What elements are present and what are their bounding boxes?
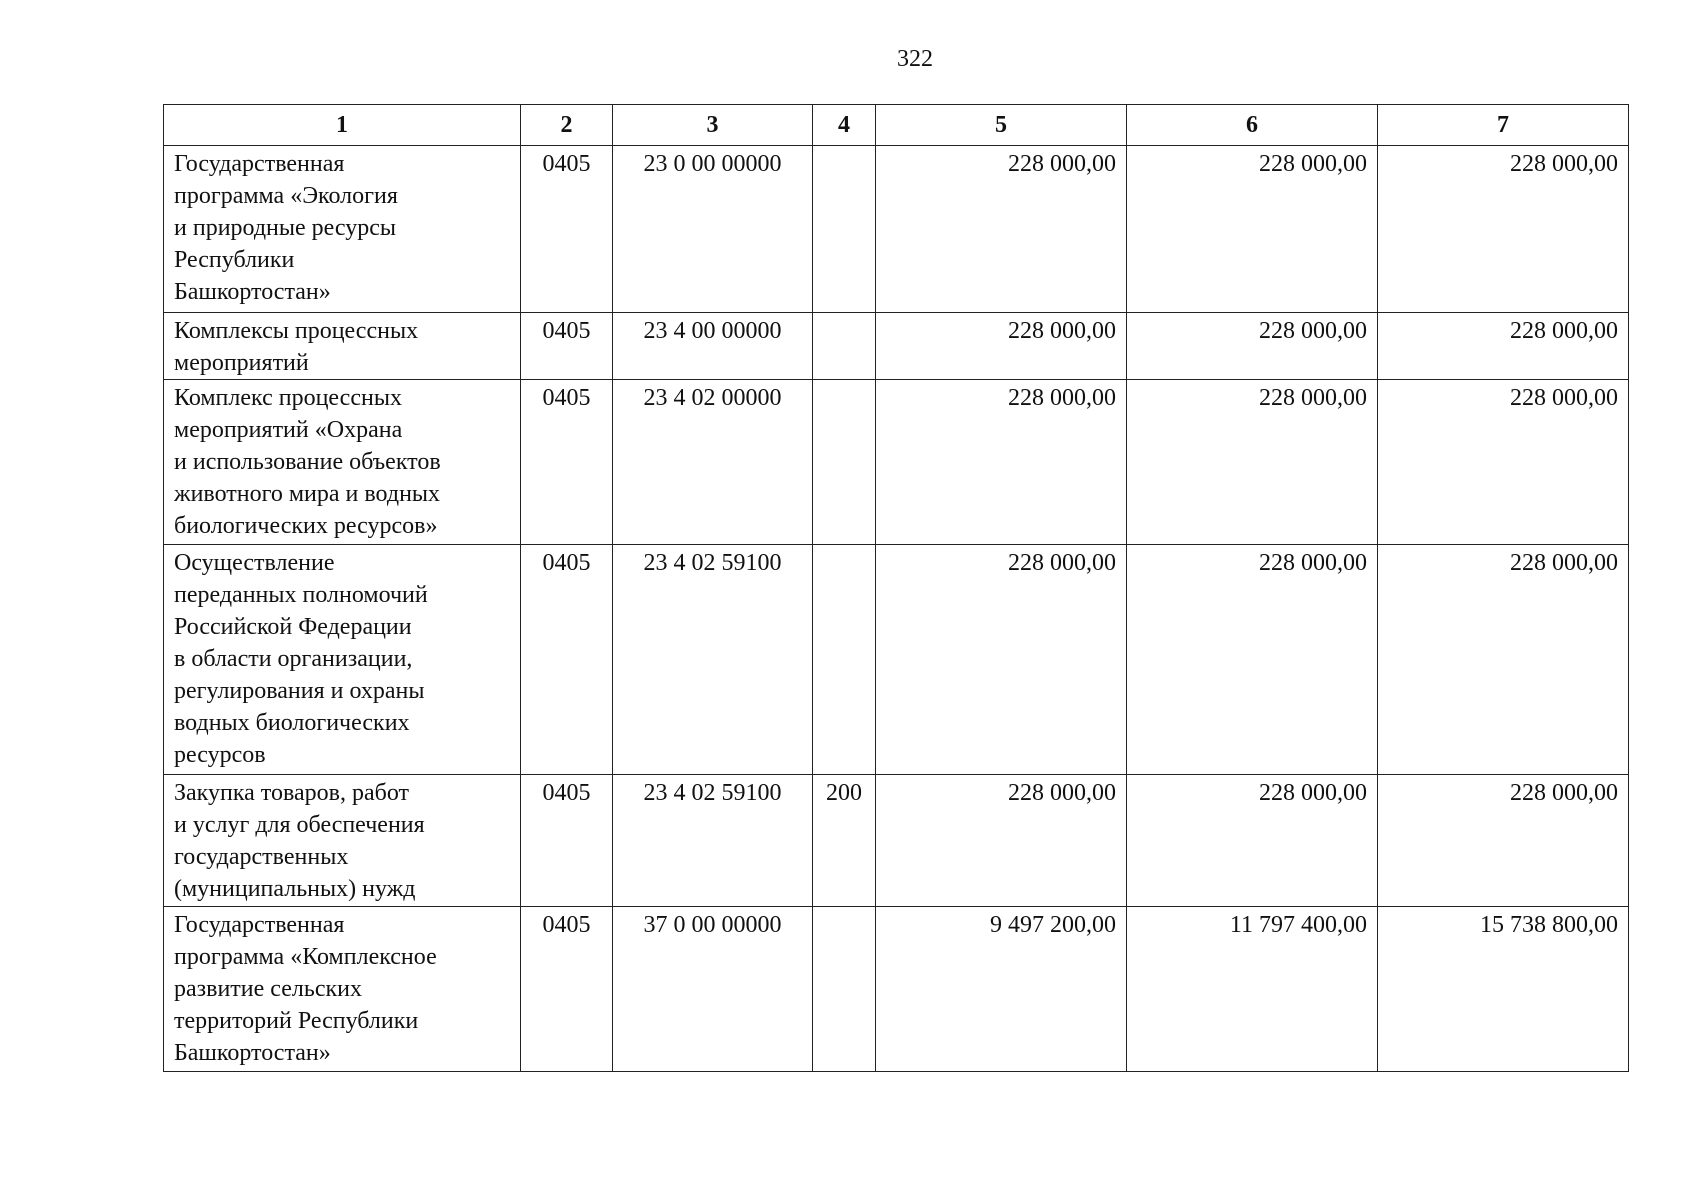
row-type (813, 146, 876, 313)
table-row (164, 380, 1629, 545)
row-section: 0405 (521, 146, 613, 313)
row-value-3: 15 738 800,00 (1378, 907, 1629, 1072)
column-header: 4 (813, 105, 876, 146)
row-value-2: 228 000,00 (1127, 313, 1378, 380)
row-type (813, 313, 876, 380)
row-value-3: 228 000,00 (1378, 775, 1629, 907)
row-type: 200 (813, 775, 876, 907)
row-target: 23 0 00 00000 (613, 146, 813, 313)
row-type (813, 907, 876, 1072)
row-section: 0405 (521, 545, 613, 775)
row-value-1: 228 000,00 (876, 545, 1127, 775)
row-target: 37 0 00 00000 (613, 907, 813, 1072)
table-row (164, 775, 1629, 907)
row-name: Комплекс процессных мероприятий «Охрана и использование объектов животного мира и водных биологических ресурсов» (164, 380, 521, 545)
row-name: Комплексы процессных мероприятий (164, 313, 521, 380)
row-target: 23 4 02 00000 (613, 380, 813, 545)
row-value-2: 228 000,00 (1127, 775, 1378, 907)
row-name: Осуществление переданных полномочий Российской Федерации в области организации, регулирования и охраны водных биологических ресурсов (164, 545, 521, 775)
row-target: 23 4 00 00000 (613, 313, 813, 380)
table-row (164, 545, 1629, 775)
table-row (164, 907, 1629, 1072)
row-target: 23 4 02 59100 (613, 545, 813, 775)
row-value-1: 228 000,00 (876, 775, 1127, 907)
row-section: 0405 (521, 907, 613, 1072)
page-number: 322 (897, 46, 933, 72)
column-header: 2 (521, 105, 613, 146)
table-row (164, 313, 1629, 380)
column-header: 6 (1127, 105, 1378, 146)
row-section: 0405 (521, 380, 613, 545)
row-section: 0405 (521, 775, 613, 907)
row-value-1: 228 000,00 (876, 380, 1127, 545)
column-header: 3 (613, 105, 813, 146)
row-value-3: 228 000,00 (1378, 313, 1629, 380)
header-row (164, 105, 1629, 146)
row-section: 0405 (521, 313, 613, 380)
column-header: 7 (1378, 105, 1629, 146)
row-name: Государственная программа «Комплексное развитие сельских территорий Республики Башкортостан» (164, 907, 521, 1072)
row-value-1: 228 000,00 (876, 146, 1127, 313)
table-row (164, 146, 1629, 313)
row-type (813, 380, 876, 545)
row-type (813, 545, 876, 775)
row-value-2: 228 000,00 (1127, 545, 1378, 775)
row-target: 23 4 02 59100 (613, 775, 813, 907)
row-value-3: 228 000,00 (1378, 146, 1629, 313)
row-value-2: 228 000,00 (1127, 146, 1378, 313)
row-value-2: 228 000,00 (1127, 380, 1378, 545)
row-value-3: 228 000,00 (1378, 545, 1629, 775)
row-value-1: 228 000,00 (876, 313, 1127, 380)
column-header: 1 (164, 105, 521, 146)
row-value-1: 9 497 200,00 (876, 907, 1127, 1072)
row-name: Закупка товаров, работ и услуг для обеспечения государственных (муниципальных) нужд (164, 775, 521, 907)
column-header: 5 (876, 105, 1127, 146)
budget-table (163, 104, 1629, 1072)
row-value-2: 11 797 400,00 (1127, 907, 1378, 1072)
row-value-3: 228 000,00 (1378, 380, 1629, 545)
row-name: Государственная программа «Экология и природные ресурсы Республики Башкортостан» (164, 146, 521, 313)
